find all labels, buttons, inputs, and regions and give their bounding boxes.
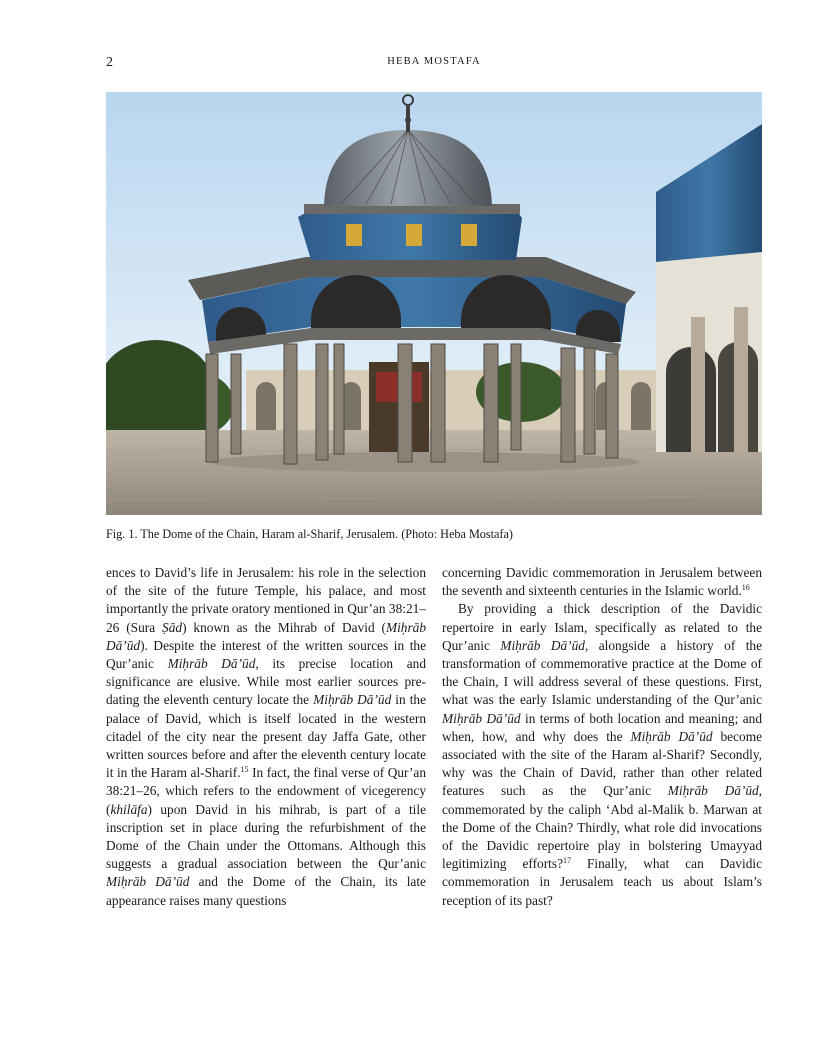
text-run: In fact, the final verse of Qur’an 38:21–26, which refers to the endowment of vicegerency ( [106, 765, 427, 817]
text-run: Finally, what can Davidic commemoration in Jerusalem teach us about Islam’s reception of its past? [442, 856, 762, 908]
footnote-ref: 17 [563, 856, 571, 866]
running-title: HEBA MOSTAFA [387, 56, 481, 67]
text-run: , commemorated by the caliph ‘Abd al-Malik b. Marwan at the Dome of the Chain? Thirdly, what role did invocations of the Davidic repertoire play in bolstering Umayyad legitimizing efforts? [442, 783, 763, 872]
italic-term: Miḥrāb Dā’ūd [630, 728, 713, 744]
text-run: in terms of both location and meaning; and when, how, and why does the [442, 710, 762, 744]
text-run: , its precise location and significance are elusive. While most earlier sources pre-dating the eleventh century locate the [106, 656, 426, 708]
body-column-right [442, 564, 762, 910]
page-number: 2 [106, 55, 113, 70]
italic-term: Miḥrāb Dā’ūd [167, 656, 256, 672]
italic-term: Miḥrāb Dā’ūd [106, 619, 426, 653]
italic-term: Miḥrāb Dā’ūd [106, 874, 190, 890]
figure-photo [106, 92, 762, 515]
text-run: ). Despite the interest of the written sources in the Qur’anic [106, 637, 426, 672]
text-run: and the Dome of the Chain, its late appearance raises many questions [106, 874, 426, 908]
running-head [106, 55, 762, 73]
italic-term: Miḥrāb Dā’ūd [442, 710, 521, 726]
text-run: ences to David’s life in Jerusalem: his role in the selection of the site of the future Temple, his palace, and most importantly the private oratory mentioned in Qur’an 38:21–26 (Sura [106, 565, 426, 635]
footnote-ref: 16 [741, 583, 750, 593]
text-run: , alongside a history of the transformation of commemorative practice at the Dome of the Chain, I will address several of these questions. First, what was the early Islamic understanding of the Qur’anic [442, 637, 763, 708]
italic-term: Ṣād [162, 619, 183, 635]
text-run: By providing a thick description of the Davidic repertoire in early Islam, specifically as related to the Qur’anic [442, 601, 762, 653]
dome-of-the-chain-photo [106, 92, 762, 515]
body-column-left [106, 564, 426, 910]
text-run: become associated with the site of the Haram al-Sharif? Secondly, why was the Chain of David, rather than other related features such as the Qur’anic [442, 728, 762, 799]
footnote-ref: 15 [240, 765, 249, 775]
paragraph [106, 564, 426, 910]
text-run: ) known as the Mihrab of David ( [182, 619, 386, 635]
text-run: ) upon David in his mihrab, is part of a tile inscription set in place during the refurbishment of the Dome of the Chain under the Ottomans. Although this suggests a gradual association between the Qur’anic [106, 801, 426, 872]
figure-caption: Fig. 1. The Dome of the Chain, Haram al-Sharif, Jerusalem. (Photo: Heba Mostafa) [106, 527, 513, 541]
italic-term: Miḥrāb Dā’ūd [313, 692, 392, 708]
italic-term: Miḥrāb Dā’ūd [500, 637, 585, 653]
paragraph [442, 564, 762, 600]
text-run: concerning Davidic commemoration in Jerusalem between the seventh and sixteenth centuries in the Islamic world. [442, 565, 762, 599]
italic-term: khilāfa [110, 801, 148, 817]
paragraph [442, 600, 762, 909]
text-run: in the palace of David, which is itself located in the western citadel of the city near the present day Jaffa Gate, other written sources before and after the eleventh century locate it in the Haram al-Sharif. [106, 692, 426, 781]
italic-term: Miḥrāb Dā’ūd [667, 783, 759, 799]
